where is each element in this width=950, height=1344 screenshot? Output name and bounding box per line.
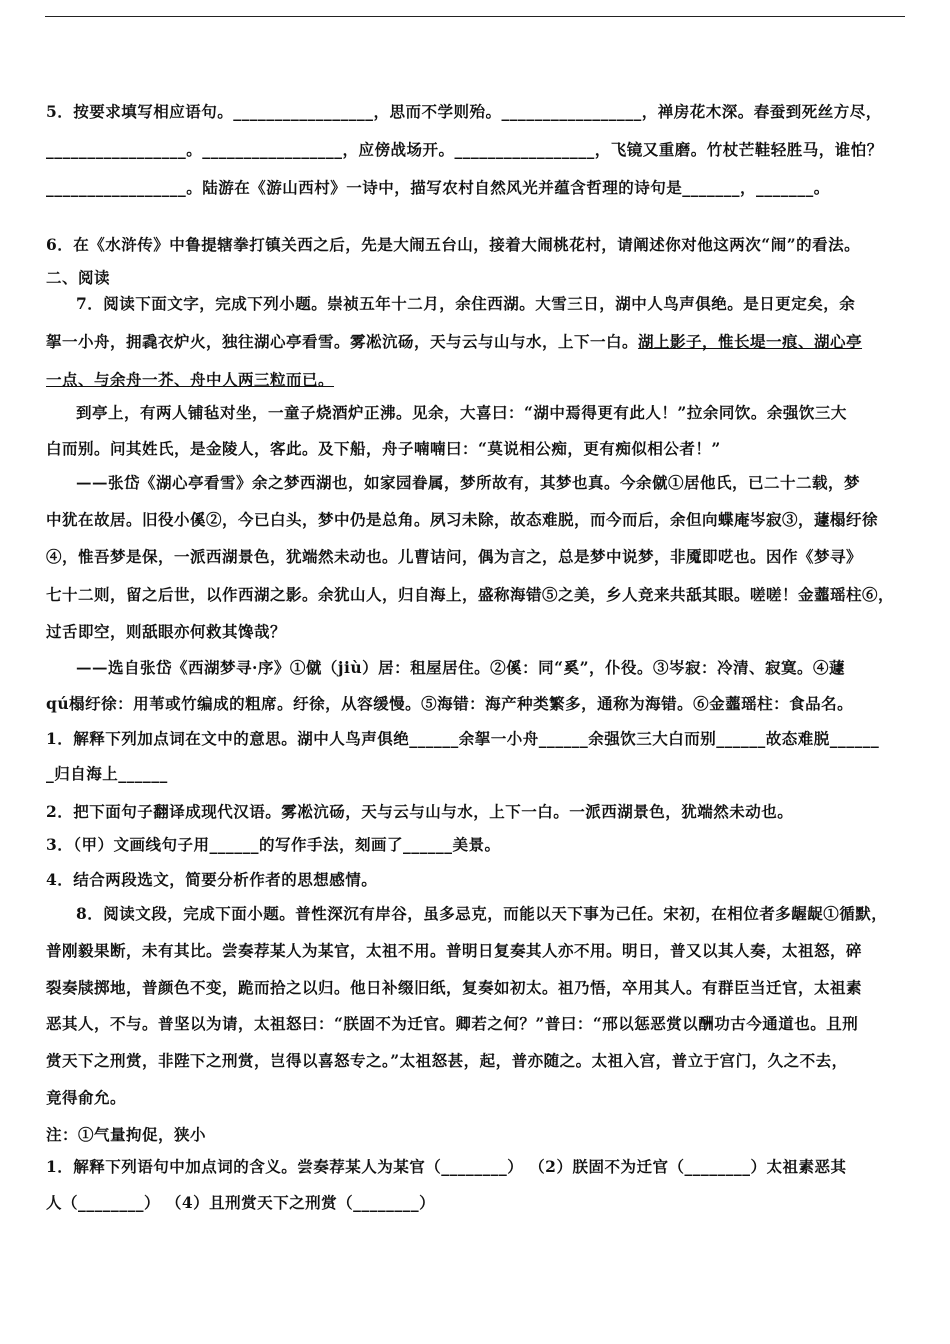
text-line — [46, 1155, 904, 1179]
text-span: 二、阅读 — [46, 268, 111, 287]
text-span: 赏天下之刑赏，非陛下之刑赏，岂得以喜怒专之。”太祖怒甚，起，普亦随之。太祖入宫，普立于宫门，久之不去， — [46, 1051, 848, 1070]
text-span: 到亭上，有两人铺毡对坐，一童子烧酒炉正沸。见余，大喜曰：“湖中焉得更有此人！”拉余同饮。余强饮三大 — [76, 403, 847, 422]
text-span: ——选自张岱《西湖梦寻·序》①僦（jiù）居：租屋居住。②傒：同“奚”，仆役。③岑寂：冷清、寂寞。④蘧 — [76, 658, 845, 677]
text-line — [46, 330, 904, 354]
text-line — [46, 692, 904, 716]
text-line — [76, 471, 904, 495]
text-line — [46, 727, 904, 751]
text-span: 中犹在故居。旧役小傒②，今已白头，梦中仍是总角。夙习未除，故态难脱，而今而后，余但向蝶庵岑寂③，蘧榻纡徐 — [46, 510, 879, 529]
text-line — [46, 620, 904, 644]
text-span: 七十二则，留之后世，以作西湖之影。余犹山人，归自海上，盛称海错⑤之美，乡人竞来共舐其眼。嗟嗟！金虀瑶柱⑥， — [46, 585, 895, 604]
text-line — [46, 1012, 904, 1036]
text-line — [46, 100, 904, 124]
text-line — [76, 902, 904, 926]
text-span: 1．解释下列加点词在文中的意思。湖中人鸟声俱绝______余挐一小舟______余强饮三大白而别______故态难脱______ — [46, 729, 880, 748]
text-span: qú榻纡徐：用苇或竹编成的粗席。纡徐，从容缓慢。⑤海错：海产种类繁多，通称为海错。⑥金虀瑶柱：食品名。 — [46, 694, 854, 713]
text-span: _归自海上______ — [46, 764, 168, 783]
text-line — [46, 545, 904, 569]
text-span: 裂奏牍掷地，普颜色不变，跪而拾之以归。他日补缀旧纸，复奏如初太。祖乃悟，卒用其人。有群臣当迁官，太祖素 — [46, 978, 863, 997]
text-span: 2．把下面句子翻译成现代汉语。雾凇沆砀，天与云与山与水，上下一白。一派西湖景色，犹端然未动也。 — [46, 802, 794, 821]
underlined-sentence: 湖上影子，惟长堤一痕、湖心亭 — [638, 332, 863, 351]
text-line — [46, 1123, 904, 1147]
text-line — [46, 437, 904, 461]
text-line — [46, 939, 904, 963]
underlined-sentence: 一点、与余舟一芥、舟中人两三粒而已。 — [46, 370, 335, 389]
text-line — [76, 656, 904, 680]
text-line — [46, 833, 904, 857]
text-line — [46, 762, 904, 786]
text-line — [46, 233, 904, 257]
text-line — [46, 368, 904, 392]
text-line — [46, 868, 904, 892]
text-span: ④，惟吾梦是保，一派西湖景色，犹端然未动也。儿曹诘问，偶为言之，总是梦中说梦，非魇即呓也。因作《梦寻》 — [46, 547, 863, 566]
text-span: 8．阅读文段，完成下面小题。普性深沉有岸谷，虽多忌克，而能以天下事为己任。宋初，在相位者多龌龊①循默， — [76, 904, 888, 923]
text-line — [46, 176, 904, 200]
text-span: 7．阅读下面文字，完成下列小题。崇祯五年十二月，余住西湖。大雪三日，湖中人鸟声俱绝。是日更定矣，余 — [76, 294, 856, 313]
text-line — [76, 292, 904, 316]
text-line — [46, 800, 904, 824]
text-span: 白而别。问其姓氏，是金陵人，客此。及下船，舟子喃喃曰：“莫说相公痴，更有痴似相公者！” — [46, 439, 721, 458]
text-line — [46, 1049, 904, 1073]
text-span: 人（________） （4）且刑赏天下之刑赏（________） — [46, 1193, 436, 1212]
text-span: 3．（甲）文画线句子用______的写作手法，刻画了______美景。 — [46, 835, 501, 854]
text-span: 注：①气量拘促，狭小 — [46, 1125, 207, 1144]
text-span: 恶其人，不与。普坚以为请，太祖怒曰：“朕固不为迁官。卿若之何？”普曰：“邢以惩恶赏以酬功古今通道也。且刑 — [46, 1014, 859, 1033]
text-line — [46, 1086, 904, 1110]
text-line — [76, 401, 904, 425]
text-span: 普刚毅果断，未有其比。尝奏荐某人为某官，太祖不用。普明日复奏其人亦不用。明日，普又以其人奏，太祖怒，碎 — [46, 941, 863, 960]
text-span: 过舌即空，则舐眼亦何救其馋哉？ — [46, 622, 287, 641]
text-span: 4．结合两段选文，简要分析作者的思想感情。 — [46, 870, 378, 889]
text-span: 竟得俞允。 — [46, 1088, 127, 1107]
text-span: 5．按要求填写相应语句。_________________，思而不学则殆。_________________，禅房花木深。春蚕到死丝方尽， — [46, 102, 882, 121]
text-span: _________________。_________________，应傍战场开。_________________，飞镜又重磨。竹杖芒鞋轻胜马，谁怕？ — [46, 140, 883, 159]
header-rule — [45, 16, 905, 17]
text-line — [46, 583, 904, 607]
text-span: _________________。陆游在《游山西村》一诗中，描写农村自然风光并蕴含哲理的诗句是_______，_______。 — [46, 178, 830, 197]
text-line — [46, 138, 904, 162]
text-span: 挐一小舟，拥毳衣炉火，独往湖心亭看雪。雾凇沆砀，天与云与山与水，上下一白。 — [46, 332, 639, 351]
text-line — [46, 1191, 904, 1215]
text-span: 6．在《水浒传》中鲁提辖拳打镇关西之后，先是大闹五台山，接着大闹桃花村，请阐述你对他这两次“闹”的看法。 — [46, 235, 861, 254]
text-line — [46, 508, 904, 532]
text-span: ——张岱《湖心亭看雪》余之梦西湖也，如家园眷属，梦所故有，其梦也真。今余僦①居他氏，已二十二载，梦 — [76, 473, 861, 492]
text-line — [46, 266, 904, 290]
text-span: 1．解释下列语句中加点词的含义。尝奏荐某人为某官（________） （2）朕固不为迁官（________）太祖素恶其 — [46, 1157, 847, 1176]
text-line — [46, 976, 904, 1000]
